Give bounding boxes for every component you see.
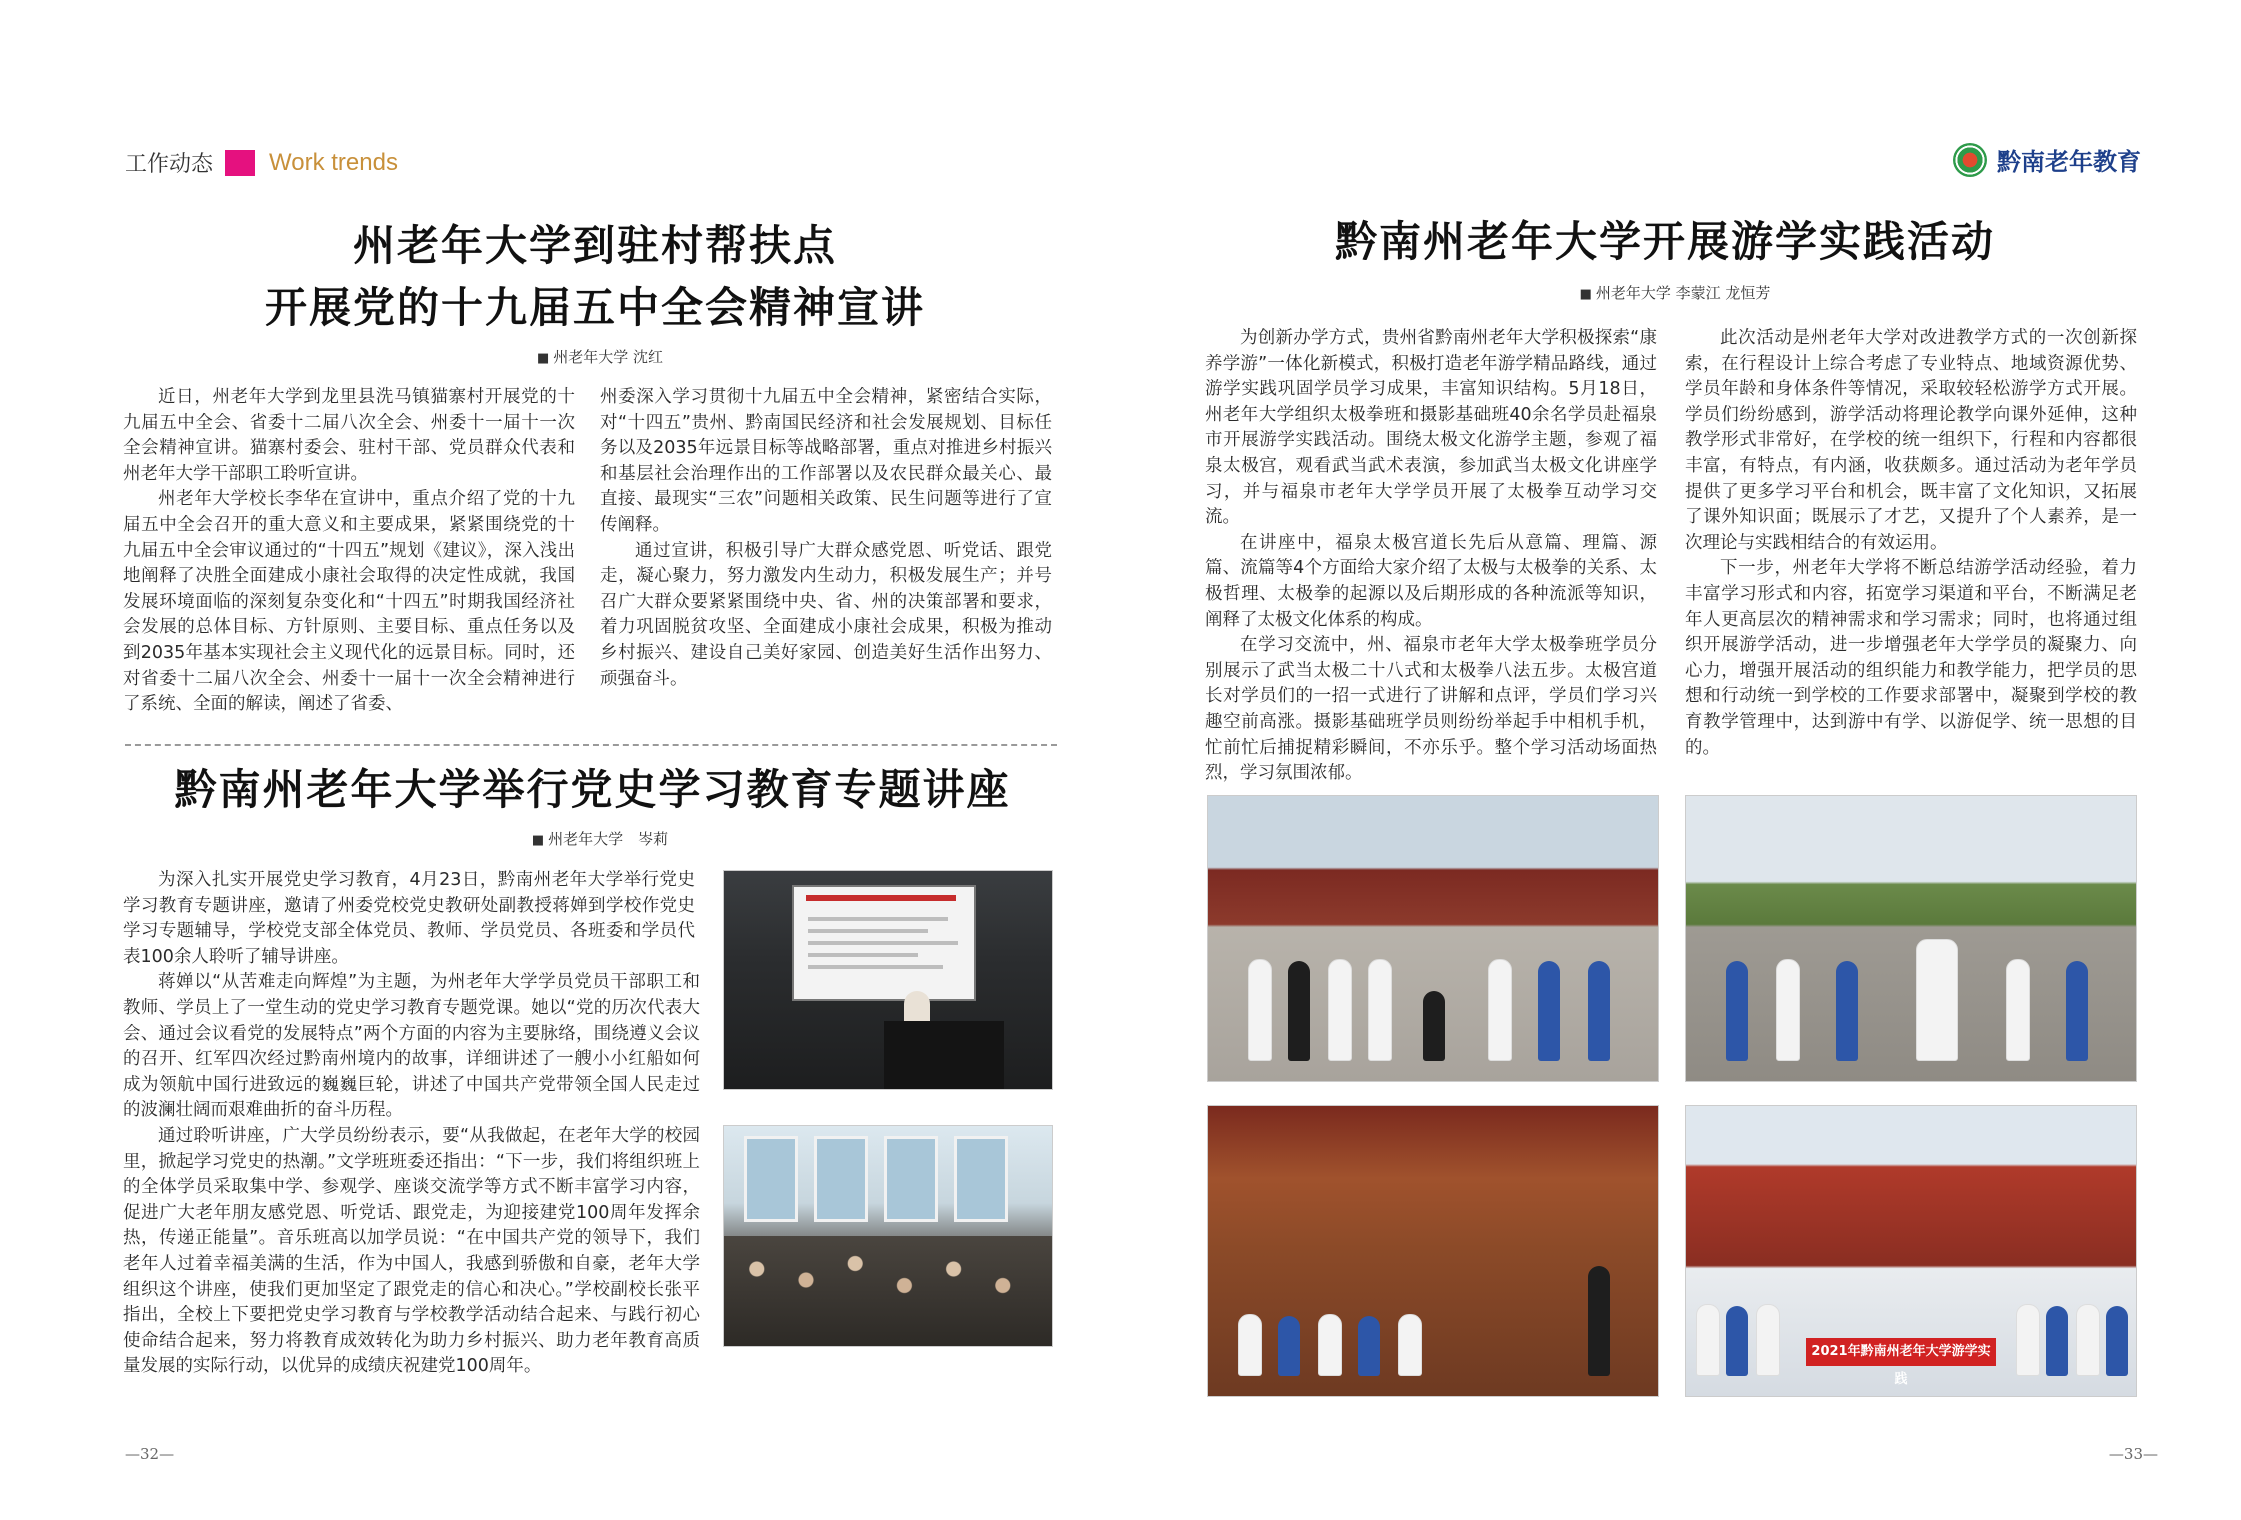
window [744,1136,798,1222]
group-member [2046,1306,2068,1376]
lecture-hall-photo [1207,1105,1659,1397]
article1-title-line1: 州老年大学到驻村帮扶点 [352,221,837,270]
article1-col1 [123,385,575,718]
performers [1686,931,2136,1061]
article3-paragraph: 此次活动是州老年大学对改进教学方式的一次创新探索，在行程设计上综合考虑了专业特点、地域资源优势、学员年龄和身体条件等情况，采取较轻松游学方式开展。学员们纷纷感到，游学活动将理论教学向课外延伸，这种教学形式非常好，在学校的统一组织下，行程和内容都很丰富，有特点，有内涵，收获颇多。通过活动为老年学员提供了更多学习平台和机会，既丰富了文化知识，又拓展了课外知识面；既展示了才艺，又提升了个人素养，是一次理论与实践相结合的有效运用。 [1685,328,2137,553]
article3-col1 [1205,326,1657,787]
article3-title: 黔南州老年大学开展游学实践活动 [1334,217,1995,266]
article1-paragraph: 州委深入学习贯彻十九届五中全会精神，紧密结合实际，对“十四五”贵州、黔南国民经济和社会发展规划、目标任务以及2035年远景目标等战略部署，重点对推进乡村振兴和基层社会治理作出的工作部署以及农民群众最关心、最直接、最现实“三农”问题相关政策、民生问题等进行了宣传阐释。 [600,387,1052,535]
audience-member [1278,1316,1300,1376]
article3-byline: ■ 州老年大学 李蒙江 龙恒芳 [1450,282,1900,303]
page-number-right: —33— [2108,1445,2158,1463]
article-divider [125,744,1057,746]
article1-col2 [600,385,1052,692]
article2-paragraph: 为深入扎实开展党史学习教育，4月23日，黔南州老年大学举行党史学习教育专题讲座，邀请了州委党校党史教研处副教授蒋婵到学校作党史学习专题辅导，学校党支部全体党员、教师、学员党员、各班委和学员代表100余人聆听了辅导讲座。 [123,870,695,967]
performer [2006,959,2030,1061]
article3-col2 [1685,326,2137,761]
performers [1208,931,1658,1061]
slide-text-line [808,929,928,933]
article2-paragraph: 蒋婵以“从苦难走向辉煌”为主题，为州老年大学学员党员干部职工和教师、学员上了一堂生动的党史学习教育专题党课。她以“党的历次代表大会、通过会议看党的发展特点”两个方面的内容为主要脉络，围绕遵义会议的召开、红军四次经过黔南州境内的故事，详细讲述了一艘小小红船如何成为领航中国行进致远的巍巍巨轮，讲述了中国共产党带领全国人民走过的波澜壮阔而艰难曲折的奋斗历程。 [123,972,700,1121]
window [884,1136,938,1222]
taichi-performance-photo [1207,795,1659,1082]
slide-text-line [808,941,958,945]
lecture-photo [723,870,1053,1090]
article3-paragraph: 下一步，州老年大学将不断总结游学活动经验，着力丰富学习形式和内容，拓宽学习渠道和平台，不断满足老年人更高层次的精神需求和学习需求；同时，也将通过组织开展游学活动，进一步增强老年大学学员的凝聚力、向心力，增强开展活动的组织能力和教学能力，把学员的思想和行动统一到学校的工作要求部署中，凝聚到学校的教育教学管理中，达到游中有学、以游促学、统一思想的目的。 [1685,558,2137,758]
audience-member [1238,1314,1262,1376]
group-member [2106,1306,2128,1376]
article1-paragraph: 州老年大学校长李华在宣讲中，重点介绍了党的十九届五中全会召开的重大意义和主要成果，紧紧围绕党的十九届五中全会审议通过的“十四五”规划《建议》，深入浅出地阐释了决胜全面建成小康社会取得的决定性成就，我国发展环境面临的深刻复杂变化和“十四五”时期我国经济社会发展的总体目标、方针原则、主要目标、重点任务以及到2035年基本实现社会主义现代化的远景目标。同时，还对省委十二届八次全会、州委十一届十一次全会精神进行了系统、全面的解读，阐述了省委、 [123,489,575,715]
slide-text-line [808,953,918,957]
performer [1328,959,1352,1061]
brand-logo-icon [1953,143,1987,177]
section-title-en: Work trends [269,148,398,176]
slide-header-bar [806,895,956,901]
article2-body [123,868,700,1380]
audience-member [1318,1314,1342,1376]
article3-paragraph: 为创新办学方式，贵州省黔南州老年大学积极探索“康养学游”一体化新模式，积极打造老年游学精品路线，通过游学实践巩固学员学习成果，丰富知识结构。5月18日，州老年大学组织太极拳班和摄影基础班40余名学员赴福泉市开展游学实践活动。围绕太极文化游学主题，参观了福泉太极宫，观看武当武术表演，参加武当太极文化讲座学习，并与福泉市老年大学学员开展了太极拳互动学习交流。 [1205,328,1657,528]
article3-paragraph: 在讲座中，福泉太极宫道长先后从意篇、理篇、源篇、流篇等4个方面给大家介绍了太极与太极拳的关系、太极哲理、太极拳的起源以及后期形成的各种流派等知识，阐释了太极文化体系的构成。 [1205,532,1657,630]
article1-title-line2: 开展党的十九届五中全会精神宣讲 [264,283,925,332]
window [814,1136,868,1222]
article1-paragraph: 通过宣讲，积极引导广大群众感党恩、听党话、跟党走，凝心聚力，努力激发内生动力，积极发展生产；并号召广大群众要紧紧围绕中央、省、州的决策部署和要求，着力巩固脱贫攻坚、全面建成小康社会成果，积极为推动乡村振兴、建设自己美好家园、创造美好生活作出努力、顽强奋斗。 [600,540,1052,689]
group-member [1726,1306,1748,1376]
performer [1836,961,1858,1061]
group-member [2016,1304,2040,1376]
speaker [1588,1266,1610,1376]
article1-byline: ■ 州老年大学 沈红 [400,346,800,367]
group-member [1756,1304,1780,1376]
audience-member [1358,1316,1380,1376]
article2-byline: ■ 州老年大学 岑莉 [400,828,800,849]
event-banner: 2021年黔南州老年大学游学实践 [1806,1338,1996,1366]
performer [1588,961,1610,1061]
performer [1776,959,1800,1061]
page-number-left: —32— [125,1445,175,1463]
section-title-cn: 工作动态 [125,152,214,177]
article1-paragraph: 近日，州老年大学到龙里县洗马镇猫寨村开展党的十九届五中全会、省委十二届八次全会、州委十一届十一次全会精神宣讲。猫寨村委会、驻村干部、党员群众代表和州老年大学干部职工聆听宣讲。 [123,387,575,484]
slide-text-line [808,965,943,969]
article3-paragraph: 在学习交流中，州、福泉市老年大学太极拳班学员分别展示了武当太极二十八式和太极拳八法五步。太极宫道长对学员们的一招一式进行了讲解和点评，学员们学习兴趣空前高涨。摄影基础班学员则纷纷举起手中相机手机，忙前忙后捕捉精彩瞬间，不亦乐乎。整个学习活动场面热烈，学习氛围浓郁。 [1205,635,1657,784]
article2-paragraph: 通过聆听讲座，广大学员纷纷表示，要“从我做起，在老年大学的校园里，掀起学习党史的热潮。”文学班班委还指出：“下一步，我们将组织班上的全体学员采取集中学、参观学、座谈交流学等方式不断丰富学习内容，促进广大老年朋友感党恩、听党话、跟党走，为迎接建党100周年发挥余热，传递正能量”。音乐班高以加学员说：“在中国共产党的领导下，我们老年人过着幸福美满的生活，作为中国人，我感到骄傲和自豪，老年大学组织这个讲座，使我们更加坚定了跟党走的信心和决心。”学校副校长张平指出，全校上下要把党史学习教育与学校教学活动结合起来、与践行初心使命结合起来，努力将教育成效转化为助力乡村振兴、助力老年教育高质量发展的实际行动，以优异的成绩庆祝建党100周年。 [123,1125,700,1377]
performer [2066,961,2088,1061]
article2-title: 黔南州老年大学举行党史学习教育专题讲座 [174,765,1011,814]
performer [1368,959,1392,1061]
performer [1423,991,1445,1061]
group-photo [1685,1105,2137,1397]
group-member [1696,1304,1720,1376]
projector-screen [792,885,976,1001]
performer [1248,959,1272,1061]
podium [884,1021,1004,1089]
performer [1916,939,1958,1061]
taichi-practice-photo [1685,795,2137,1082]
section-header [125,147,398,178]
group-member [2076,1304,2100,1376]
audience [1208,1246,1658,1376]
brand [1953,142,2141,177]
audience-photo [723,1125,1053,1347]
section-marker [225,150,255,176]
performer [1288,961,1310,1061]
window [954,1136,1008,1222]
performer [1538,961,1560,1061]
brand-name: 黔南老年教育 [1997,148,2141,176]
performer [1488,959,1512,1061]
audience-crowd [724,1236,1052,1346]
article1-title [130,215,1060,339]
performer [1726,961,1748,1061]
slide-text-line [808,917,948,921]
audience-member [1398,1314,1422,1376]
